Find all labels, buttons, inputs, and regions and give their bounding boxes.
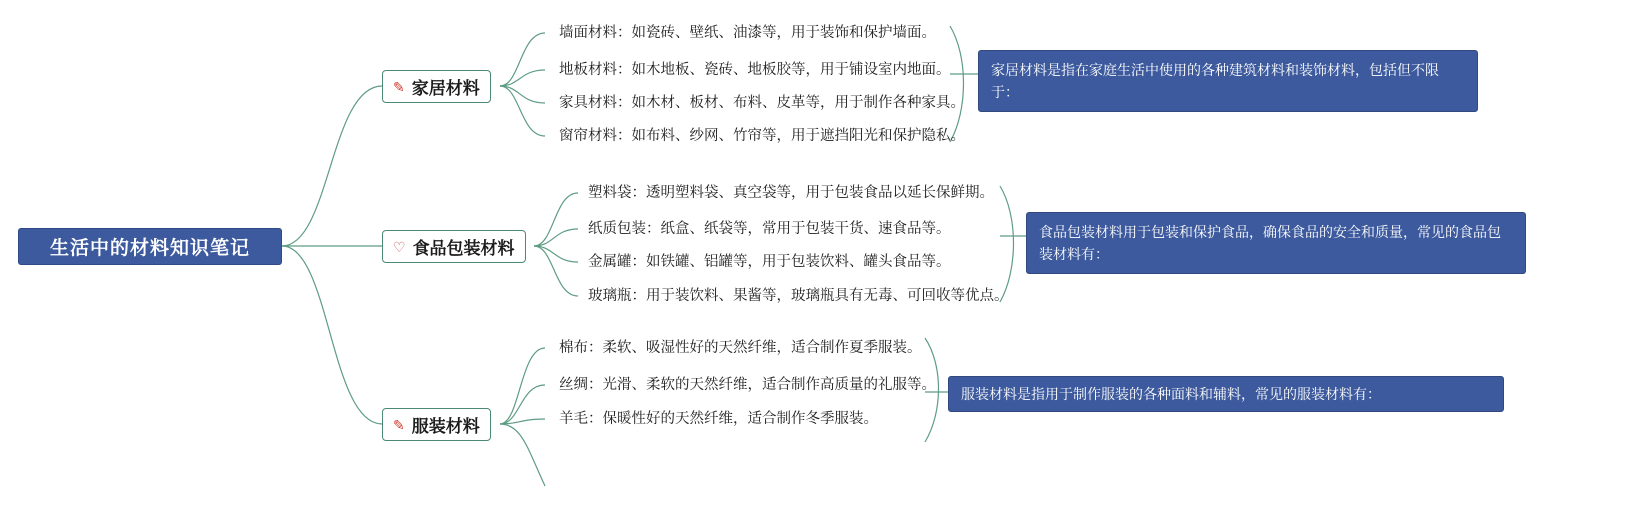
root-node[interactable]	[18, 228, 282, 265]
leaf-item: 窗帘材料：如布料、纱网、竹帘等，用于遮挡阳光和保护隐私。	[559, 128, 965, 144]
root-node-label: 生活中的材料知识笔记	[49, 238, 250, 259]
branch-node-label: 食品包装材料	[412, 239, 515, 258]
pen-nib-icon: ✎	[393, 416, 405, 433]
leaf-item: 纸质包装：纸盒、纸袋等，常用于包装干货、速食品等。	[588, 221, 951, 237]
pen-nib-icon: ✎	[393, 78, 405, 95]
leaf-item: 地板材料：如木地板、瓷砖、地板胶等，用于铺设室内地面。	[559, 62, 951, 78]
leaf-item: 塑料袋：透明塑料袋、真空袋等，用于包装食品以延长保鲜期。	[588, 185, 994, 201]
leaf-item: 羊毛：保暖性好的天然纤维，适合制作冬季服装。	[559, 411, 878, 427]
note-food-packaging[interactable]: 食品包装材料用于包装和保护食品，确保食品的安全和质量，常见的食品包装材料有：	[1026, 212, 1526, 274]
heart-icon: ♡	[393, 238, 406, 255]
note-home-materials[interactable]: 家居材料是指在家庭生活中使用的各种建筑材料和装饰材料，包括但不限于：	[978, 50, 1478, 112]
branch-node-home-materials[interactable]	[382, 70, 491, 103]
leaf-item: 家具材料：如木材、板材、布料、皮革等，用于制作各种家具。	[559, 95, 965, 111]
leaf-item: 玻璃瓶：用于装饮料、果酱等，玻璃瓶具有无毒、可回收等优点。	[588, 288, 1009, 304]
branch-node-clothing-materials[interactable]	[382, 408, 491, 441]
leaf-item: 棉布：柔软、吸湿性好的天然纤维，适合制作夏季服装。	[559, 340, 922, 356]
branch-node-label: 家居材料	[411, 79, 480, 98]
branch-node-food-packaging[interactable]	[382, 230, 526, 263]
leaf-item: 丝绸：光滑、柔软的天然纤维，适合制作高质量的礼服等。	[559, 377, 936, 393]
branch-node-label: 服装材料	[411, 417, 480, 436]
note-clothing-materials[interactable]: 服装材料是指用于制作服装的各种面料和辅料，常见的服装材料有：	[948, 376, 1504, 412]
leaf-item: 金属罐：如铁罐、铝罐等，用于包装饮料、罐头食品等。	[588, 254, 951, 270]
leaf-item: 墙面材料：如瓷砖、壁纸、油漆等，用于装饰和保护墙面。	[559, 25, 936, 41]
